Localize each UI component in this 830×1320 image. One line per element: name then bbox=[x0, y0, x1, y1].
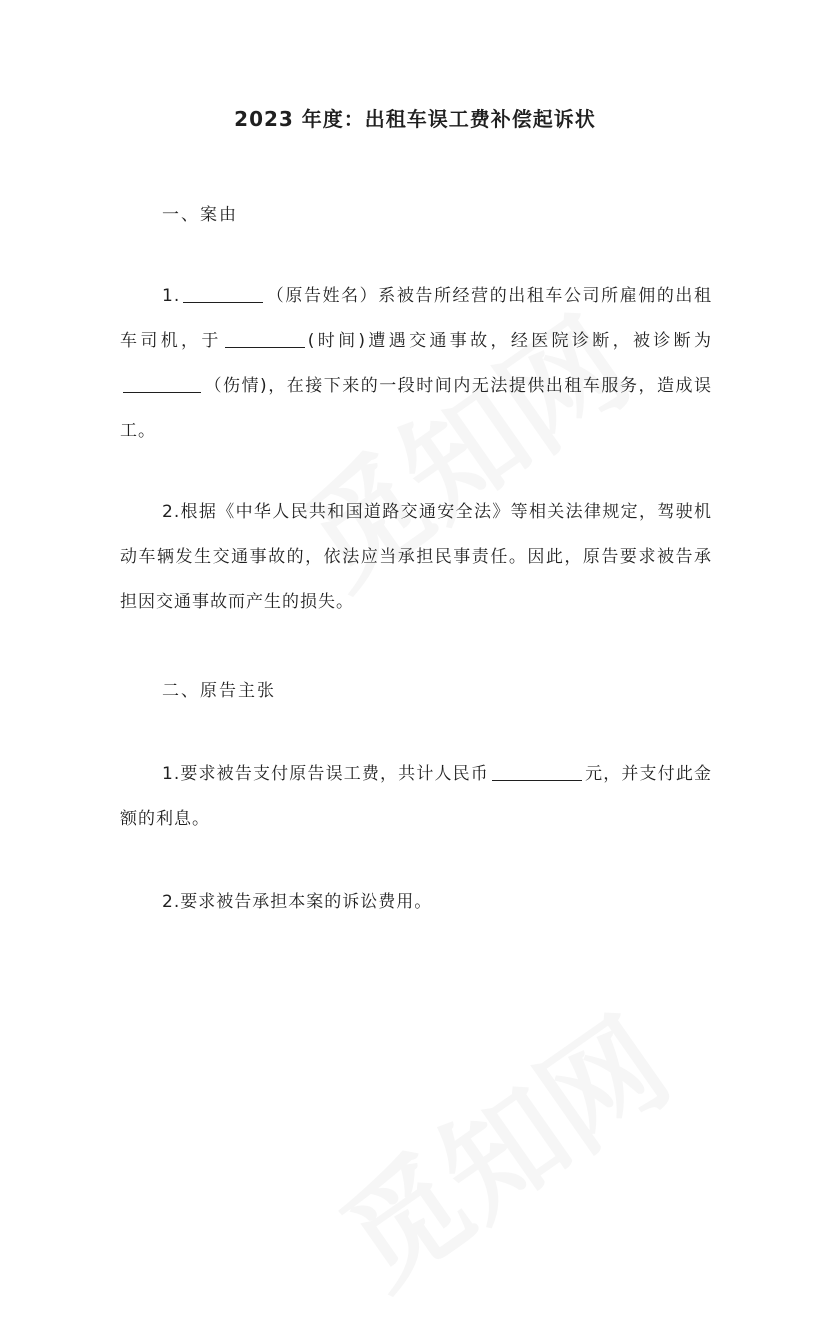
blank-injury[interactable] bbox=[123, 372, 201, 393]
paragraph-number: 1. bbox=[162, 286, 181, 306]
paragraph-cause-2: 2.根据《中华人民共和国道路交通安全法》等相关法律规定，驾驶机动车辆发生交通事故的，依法应当承担民事责任。因此，原告要求被告承担因交通事故而产生的损失。 bbox=[120, 502, 712, 612]
blank-plaintiff-name[interactable] bbox=[183, 282, 263, 303]
paragraph-text: 1.要求被告支付原告误工费，共计人民币 bbox=[162, 764, 489, 784]
paragraph-claim-1 bbox=[120, 752, 712, 842]
watermark bbox=[303, 972, 697, 1319]
paragraph-text: 元，并支付此金额的利息。 bbox=[120, 764, 712, 829]
paragraph-claim-2: 2.要求被告承担本案的诉讼费用。 bbox=[162, 892, 433, 912]
section-heading-claims: 二、原告主张 bbox=[162, 681, 276, 701]
paragraph-text: （伤情)，在接下来的一段时间内无法提供出租车服务，造成误工。 bbox=[120, 376, 712, 441]
paragraph-text: （原告姓名）系被告所经营的出租车公司所雇佣的出租车司机，于 bbox=[120, 286, 712, 351]
blank-amount[interactable] bbox=[492, 760, 582, 781]
section-heading-cause: 一、案由 bbox=[162, 205, 238, 225]
paragraph-cause-1 bbox=[120, 274, 712, 454]
blank-accident-time[interactable] bbox=[225, 327, 305, 348]
document-title: 2023 年度：出租车误工费补偿起诉状 bbox=[234, 107, 596, 131]
paragraph-text: (时间)遭遇交通事故，经医院诊断，被诊断为 bbox=[307, 331, 713, 351]
